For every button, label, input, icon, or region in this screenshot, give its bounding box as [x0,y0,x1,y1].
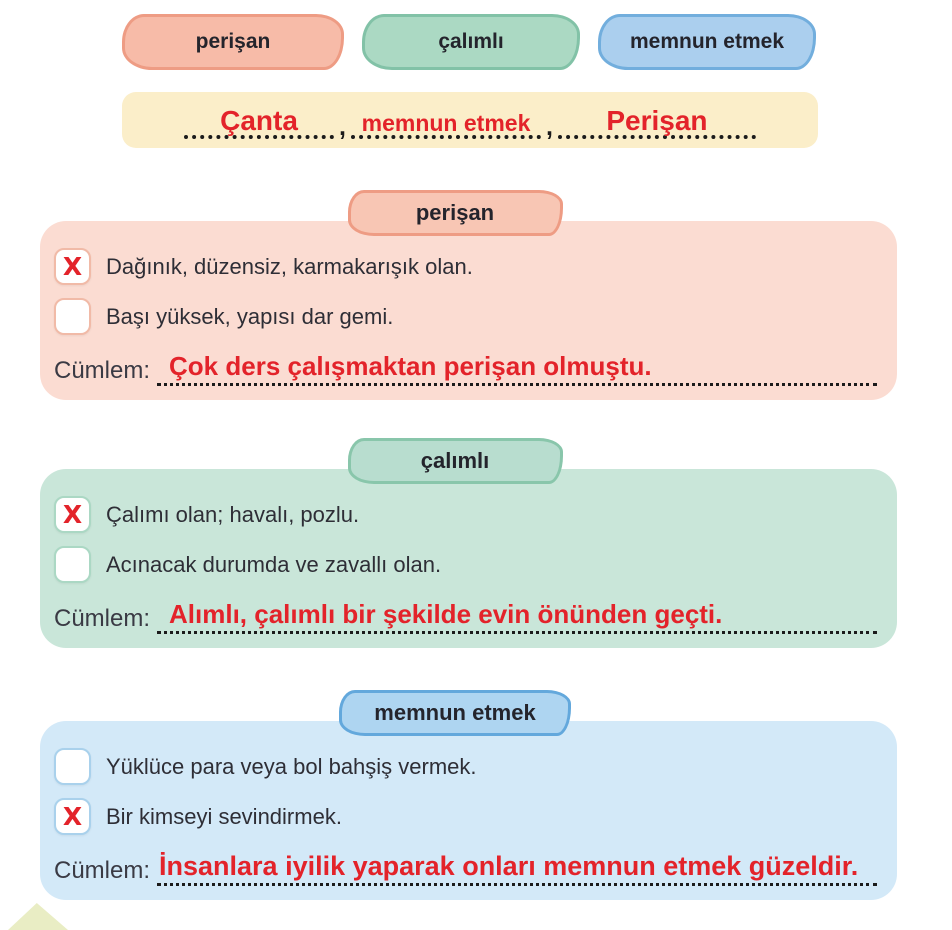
checkbox-unchecked[interactable] [54,298,91,335]
sentence-answer: İnsanlara iyilik yaparak onları memnun etmek güzeldir. [159,851,859,881]
definition-text: Çalımı olan; havalı, pozlu. [106,501,360,527]
definition-text: Bir kimseyi sevindirmek. [106,803,342,829]
answer-blank-2[interactable] [351,110,541,139]
section-calimli [0,438,952,648]
blank-answer: memnun etmek [361,110,531,137]
section-title-tab [339,690,570,736]
answer-blank-1[interactable] [184,105,334,139]
separator-comma: , [546,113,553,141]
sentence-row [54,348,877,386]
section-perisan [0,190,952,400]
sentence-label: Cümlem: [54,605,151,632]
sentence-row [54,596,877,634]
section-panel [40,469,897,648]
definition-text: Yüklüce para veya bol bahşiş vermek. [106,753,477,779]
word-chip-label: memnun etmek [629,30,785,53]
blank-answer: Perişan [606,105,708,137]
sentence-label: Cümlem: [54,357,151,384]
checkbox-unchecked[interactable] [54,748,91,785]
section-panel [40,221,897,400]
section-title: perişan [415,200,495,225]
sentence-answer: Çok ders çalışmaktan perişan olmuştu. [169,351,652,381]
section-title: çalımlı [420,448,490,473]
blank-answer: Çanta [220,105,298,137]
answer-blank-3[interactable] [558,105,756,139]
word-chip-memnun-etmek[interactable] [598,14,816,70]
checkbox-checked[interactable] [54,798,91,835]
x-mark: X [62,802,83,831]
definition-option [54,798,877,835]
definition-option [54,298,877,335]
definition-text: Acınacak durumda ve zavallı olan. [106,551,442,577]
checkbox-unchecked[interactable] [54,546,91,583]
section-panel [40,721,897,900]
x-mark: X [62,500,83,529]
definition-option [54,496,877,533]
section-title-tab [348,438,563,484]
sentence-blank[interactable] [157,596,877,634]
section-title-tab [348,190,563,236]
answer-box [122,92,818,148]
checkbox-checked[interactable] [54,496,91,533]
sentence-blank[interactable] [157,348,877,386]
sentence-row [54,848,877,886]
sentence-answer: Alımlı, çalımlı bir şekilde evin önünden geçti. [169,599,723,629]
word-bank [0,0,952,70]
section-title: memnun etmek [374,700,536,725]
word-chip-perisan[interactable] [122,14,344,70]
definition-text: Başı yüksek, yapısı dar gemi. [106,303,394,329]
definition-option [54,748,877,785]
sentence-label: Cümlem: [54,857,151,884]
checkbox-checked[interactable] [54,248,91,285]
word-chip-calimli[interactable] [362,14,580,70]
definition-option [54,248,877,285]
sentence-blank[interactable] [157,848,877,886]
x-mark: X [62,252,83,281]
word-chip-label: perişan [195,30,271,53]
definition-text: Dağınık, düzensiz, karmakarışık olan. [106,253,473,279]
section-memnun-etmek [0,690,952,900]
corner-decoration-triangle [8,903,68,930]
definition-option [54,546,877,583]
word-chip-label: çalımlı [438,30,504,53]
separator-comma: , [339,113,346,141]
